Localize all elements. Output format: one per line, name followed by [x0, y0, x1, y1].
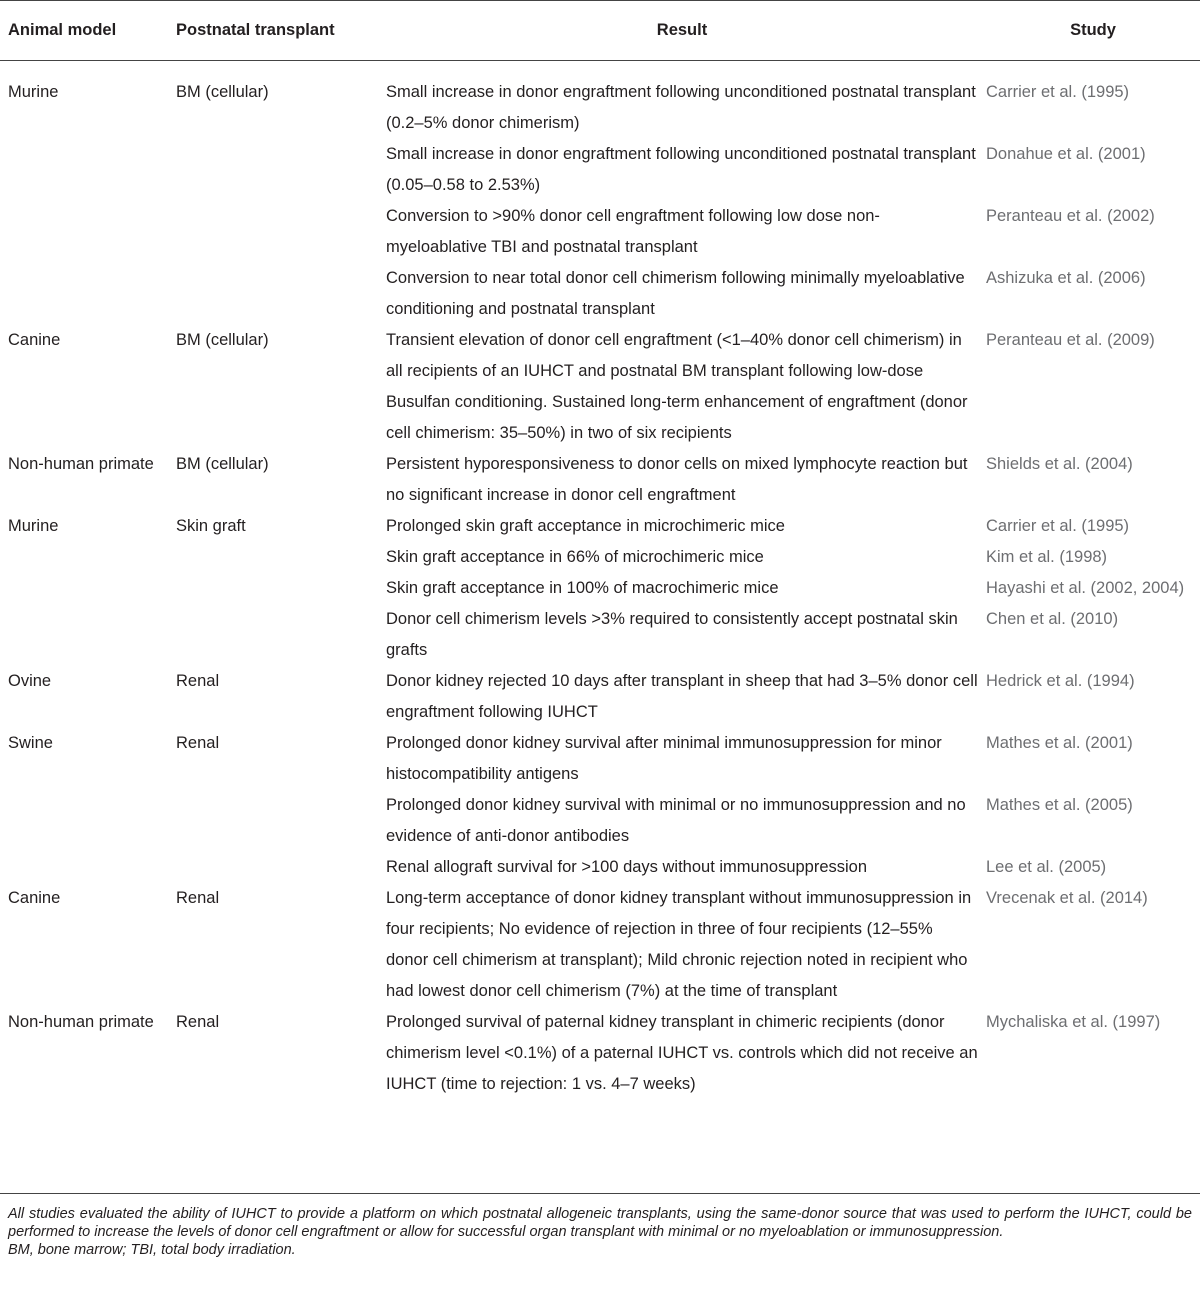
- postnatal-transplant-cell: Renal: [176, 889, 220, 907]
- study-cell: Chen et al. (2010): [986, 610, 1119, 628]
- animal-model-cell: Murine: [8, 517, 59, 535]
- table-row: [0, 201, 1200, 263]
- study-cell: Lee et al. (2005): [986, 858, 1107, 876]
- footnote-description: All studies evaluated the ability of IUHCT to provide a platform on which postnatal allogeneic transplants, using the same-donor source that was used to perform the IUHCT, could be performed to increase the levels of donor cell engraftment or allow for successful organ transplant with minimal or no myeloablation or immunosuppression.: [8, 1206, 1192, 1240]
- header-animal-model: Animal model: [8, 21, 117, 39]
- study-cell: Mathes et al. (2005): [986, 796, 1133, 814]
- table-footnotes: [8, 1205, 1192, 1259]
- study-cell: Peranteau et al. (2002): [986, 207, 1155, 225]
- animal-model-cell: Swine: [8, 734, 53, 752]
- study-cell: Hedrick et al. (1994): [986, 672, 1135, 690]
- result-cell: Prolonged donor kidney survival with minimal or no immunosuppression and no evidence of anti-donor antibodies: [386, 796, 966, 845]
- footer-divider: [0, 1193, 1200, 1194]
- result-cell: Donor cell chimerism levels >3% required to consistently accept postnatal skin grafts: [386, 610, 958, 659]
- postnatal-transplant-cell: [168, 852, 378, 883]
- postnatal-transplant-cell: Skin graft: [176, 517, 246, 535]
- result-cell: Small increase in donor engraftment following unconditioned postnatal transplant (0.05–0.58 to 2.53%): [386, 145, 976, 194]
- postnatal-transplant-cell: [168, 790, 378, 852]
- table-row: [0, 883, 1200, 1007]
- animal-model-cell: [0, 573, 168, 604]
- table-row: [0, 263, 1200, 325]
- animal-model-cell: Ovine: [8, 672, 52, 690]
- animal-model-cell: Canine: [8, 331, 61, 349]
- header-study: Study: [1070, 21, 1116, 39]
- study-cell: Kim et al. (1998): [986, 548, 1108, 566]
- result-cell: Prolonged survival of paternal kidney transplant in chimeric recipients (donor chimerism level <0.1%) of a paternal IUHCT vs. controls which did not receive an IUHCT (time to rejection: 1 vs. 4–7 weeks): [386, 1013, 978, 1093]
- postnatal-transplant-cell: BM (cellular): [176, 331, 269, 349]
- table-row: [0, 604, 1200, 666]
- study-cell: Ashizuka et al. (2006): [986, 269, 1146, 287]
- postnatal-transplant-cell: BM (cellular): [176, 455, 269, 473]
- postnatal-transplant-cell: [168, 542, 378, 573]
- result-cell: Conversion to >90% donor cell engraftment following low dose non-myeloablative TBI and postnatal transplant: [386, 207, 880, 256]
- result-cell: Long-term acceptance of donor kidney transplant without immunosuppression in four recipients; No evidence of rejection in three of four recipients (12–55% donor cell chimerism at transplant); Mild chronic rejection noted in recipient who had lowest donor cell chimerism (7%) at the time of transplant: [386, 889, 972, 1000]
- table-row: [0, 852, 1200, 883]
- result-cell: Renal allograft survival for >100 days without immunosuppression: [386, 858, 868, 876]
- postnatal-transplant-cell: [168, 263, 378, 325]
- animal-model-cell: [0, 852, 168, 883]
- postnatal-transplant-cell: BM (cellular): [176, 83, 269, 101]
- postnatal-transplant-cell: Renal: [176, 734, 220, 752]
- study-cell: Mathes et al. (2001): [986, 734, 1133, 752]
- table-row: [0, 666, 1200, 728]
- table-header-row: [0, 1, 1200, 61]
- result-cell: Small increase in donor engraftment following unconditioned postnatal transplant (0.2–5% donor chimerism): [386, 83, 976, 132]
- result-cell: Skin graft acceptance in 100% of macrochimeric mice: [386, 579, 779, 597]
- table-body: [0, 61, 1200, 1101]
- result-cell: Prolonged skin graft acceptance in microchimeric mice: [386, 517, 785, 535]
- animal-model-cell: Non-human primate: [8, 455, 154, 473]
- table-row: [0, 542, 1200, 573]
- study-cell: Mychaliska et al. (1997): [986, 1013, 1161, 1031]
- postnatal-transplant-cell: [168, 201, 378, 263]
- study-cell: Carrier et al. (1995): [986, 517, 1130, 535]
- postnatal-transplant-cell: [168, 139, 378, 201]
- animal-model-cell: Murine: [8, 83, 59, 101]
- postnatal-transplant-cell: Renal: [176, 672, 220, 690]
- study-cell: Peranteau et al. (2009): [986, 331, 1155, 349]
- footnote-abbreviations: BM, bone marrow; TBI, total body irradiation.: [8, 1242, 296, 1258]
- study-cell: Vrecenak et al. (2014): [986, 889, 1148, 907]
- study-cell: Donahue et al. (2001): [986, 145, 1146, 163]
- animal-model-cell: [0, 604, 168, 666]
- table-row: [0, 728, 1200, 790]
- study-cell: Hayashi et al. (2002, 2004): [986, 579, 1185, 597]
- result-cell: Skin graft acceptance in 66% of microchimeric mice: [386, 548, 764, 566]
- animal-model-cell: [0, 139, 168, 201]
- animal-model-cell: [0, 790, 168, 852]
- result-cell: Donor kidney rejected 10 days after transplant in sheep that had 3–5% donor cell engraftment following IUHCT: [386, 672, 978, 721]
- animal-model-cell: Canine: [8, 889, 61, 907]
- postnatal-transplant-cell: Renal: [176, 1013, 220, 1031]
- study-cell: Carrier et al. (1995): [986, 83, 1130, 101]
- header-result: Result: [656, 21, 708, 39]
- table-row: [0, 139, 1200, 201]
- animal-model-cell: Non-human primate: [8, 1013, 154, 1031]
- table-row: [0, 61, 1200, 140]
- table-row: [0, 573, 1200, 604]
- result-cell: Conversion to near total donor cell chimerism following minimally myeloablative conditioning and postnatal transplant: [386, 269, 965, 318]
- study-cell: Shields et al. (2004): [986, 455, 1133, 473]
- result-cell: Transient elevation of donor cell engraftment (<1–40% donor cell chimerism) in all recipients of an IUHCT and postnatal BM transplant following low-dose Busulfan conditioning. Sustained long-term enhancement of engraftment (donor cell chimerism: 35–50%) in two of six recipients: [386, 331, 968, 442]
- table-row: [0, 449, 1200, 511]
- result-cell: Prolonged donor kidney survival after minimal immunosuppression for minor histocompatibility antigens: [386, 734, 942, 783]
- table-row: [0, 1007, 1200, 1100]
- table-row: [0, 511, 1200, 542]
- result-cell: Persistent hyporesponsiveness to donor cells on mixed lymphocyte reaction but no significant increase in donor cell engraftment: [386, 455, 968, 504]
- animal-model-cell: [0, 201, 168, 263]
- table-row: [0, 325, 1200, 449]
- animal-model-cell: [0, 263, 168, 325]
- table-row: [0, 790, 1200, 852]
- animal-model-cell: [0, 542, 168, 573]
- postnatal-transplant-cell: [168, 573, 378, 604]
- postnatal-transplant-cell: [168, 604, 378, 666]
- header-postnatal-transplant: Postnatal transplant: [176, 21, 335, 39]
